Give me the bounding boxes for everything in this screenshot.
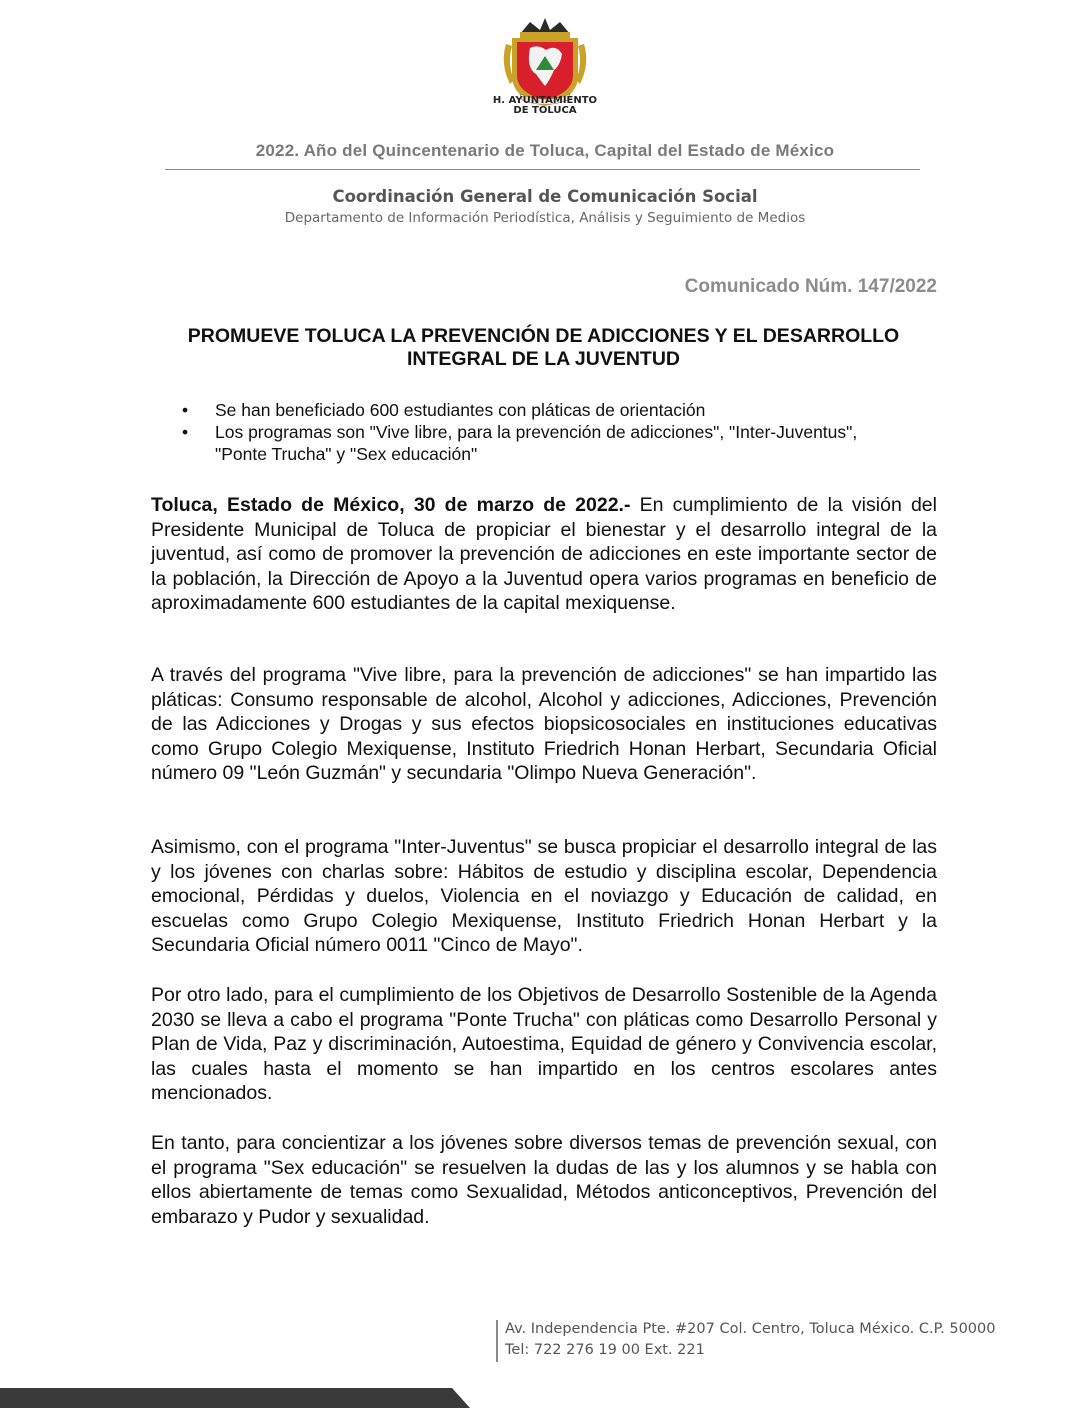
footer-divider <box>496 1320 498 1362</box>
bullet-dot-icon: • <box>182 422 189 442</box>
summary-bullets <box>180 399 900 465</box>
paragraph-2: A través del programa "Vive libre, para la prevención de adicciones" se han impartido las pláticas: Consumo responsable de alcohol, Alcohol y adicciones, Adicciones, Prevención de las Adicciones y Drogas y sus efectos biopsicosociales en instituciones educativas como Grupo Colegio Mexiquense, Instituto Friedrich Honan Herbart, Secundaria Oficial número 09 "León Guzmán" y secundaria "Olimpo Nueva Generación". <box>151 664 937 784</box>
bullet-text: Los programas son "Vive libre, para la prevención de adicciones", "Inter-Juventus", "Ponte Trucha" y "Sex educación" <box>215 422 858 464</box>
list-item <box>180 421 900 465</box>
header-divider <box>165 169 920 170</box>
footer-contact <box>505 1319 1065 1361</box>
headline <box>150 325 937 371</box>
paragraph-1-body: En cumplimiento de la visión del Presidente Municipal de Toluca de propiciar el bienestar y el desarrollo integral de la juventud, así como de promover la prevención de adicciones en este importante sector de la población, la Dirección de Apoyo a la Juventud opera varios programas en beneficio de aproximadamente 600 estudiantes de la capital mexiquense. <box>151 494 937 614</box>
headline-line-1: PROMUEVE TOLUCA LA PREVENCIÓN DE ADICCIONES Y EL DESARROLLO <box>187 325 900 347</box>
paragraph-3: Asimismo, con el programa "Inter-Juventus" se busca propiciar el desarrollo integral de las y los jóvenes con charlas sobre: Hábitos de estudio y disciplina escolar, Dependencia emocional, Pérdidas y duelos, Violencia en el noviazgo y Educación de calidad, en escuelas como Grupo Colegio Mexiquense, Instituto Friedrich Honan Herbart y la Secundaria Oficial número 0011 "Cinco de Mayo". <box>151 836 937 956</box>
footer-address: Av. Independencia Pte. #207 Col. Centro, Toluca México. C.P. 50000 <box>505 1321 996 1337</box>
logo-caption-line-1: H. AYUNTAMIENTO <box>492 95 598 106</box>
bottom-decorative-stripe <box>0 1388 470 1408</box>
paragraph-1 <box>151 493 937 616</box>
bullet-dot-icon: • <box>182 400 189 420</box>
dateline: Toluca, Estado de México, 30 de marzo de 2022.- <box>151 494 631 516</box>
bulletin-number: Comunicado Núm. 147/2022 <box>684 276 937 297</box>
footer-phone: Tel: 722 276 19 00 Ext. 221 <box>505 1342 705 1358</box>
logo-caption <box>470 96 620 116</box>
logo-caption-line-2: DE TOLUCA <box>513 105 577 116</box>
paragraph-5: En tanto, para concientizar a los jóvenes sobre diversos temas de prevención sexual, con el programa "Sex educación" se resuelven la dudas de las y los alumnos y se habla con ellos abiertamente de temas como Sexualidad, Métodos anticonceptivos, Prevención del embarazo y Pudor y sexualidad. <box>151 1132 937 1228</box>
headline-line-2: INTEGRAL DE LA JUVENTUD <box>406 348 681 370</box>
list-item <box>180 399 900 421</box>
department-subtitle: Departamento de Información Periodística, Análisis y Seguimiento de Medios <box>284 210 806 226</box>
bullet-text: Se han beneficiado 600 estudiantes con pláticas de orientación <box>215 400 706 420</box>
year-motto: 2022. Año del Quincentenario de Toluca, Capital del Estado de México <box>255 141 835 160</box>
paragraph-4: Por otro lado, para el cumplimiento de los Objetivos de Desarrollo Sostenible de la Agenda 2030 se lleva a cabo el programa "Ponte Trucha" con pláticas como Desarrollo Personal y Plan de Vida, Paz y discriminación, Autoestima, Equidad de género y Convivencia escolar, las cuales hasta el momento se han impartido en los centros escolares antes mencionados. <box>151 984 937 1104</box>
coordination-title: Coordinación General de Comunicación Social <box>332 187 758 206</box>
